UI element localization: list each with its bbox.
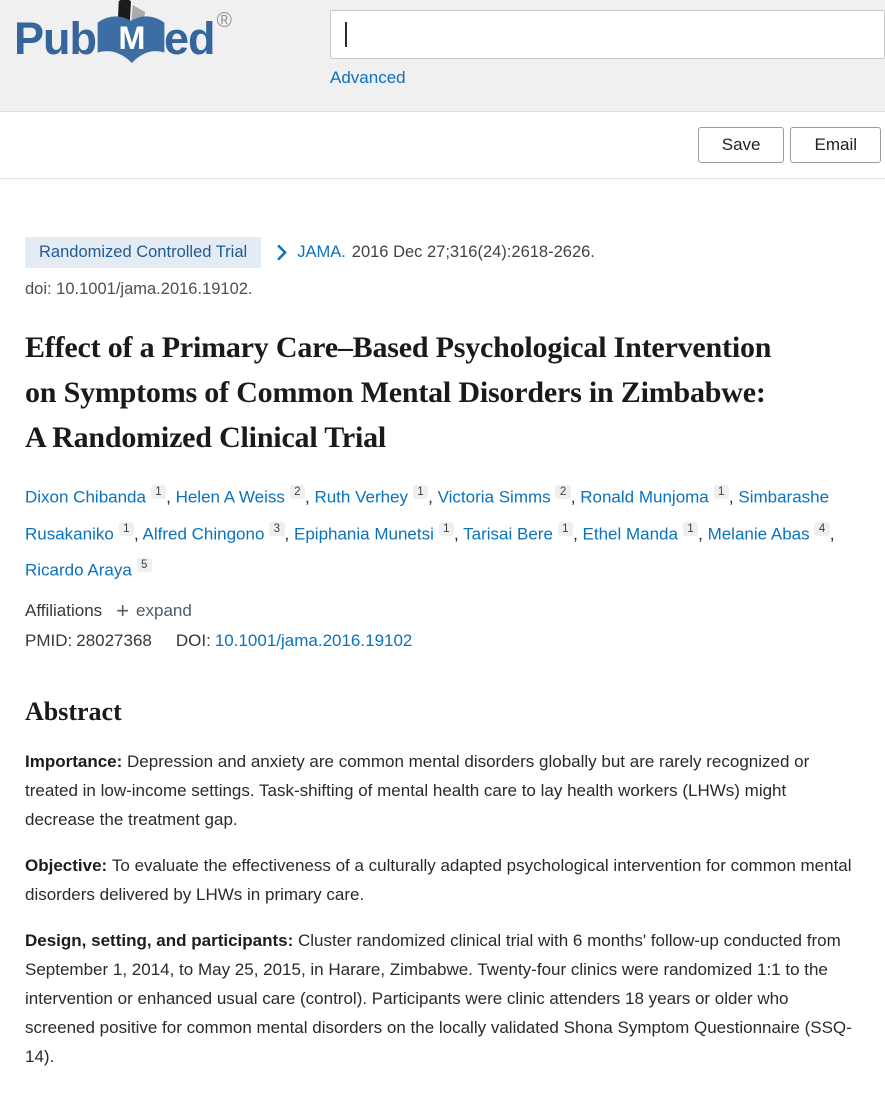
logo-text-ed: ed (164, 13, 215, 64)
author-link[interactable]: Dixon Chibanda (25, 487, 146, 507)
author-link[interactable]: Melanie Abas (707, 524, 810, 544)
author-affiliation-number[interactable]: 1 (119, 522, 134, 536)
search-area (330, 10, 885, 88)
journal-link[interactable]: JAMA. (297, 243, 346, 261)
author-separator: , (284, 524, 294, 544)
abstract-heading: Abstract (25, 696, 122, 726)
author-separator: , (133, 524, 143, 544)
author-separator: , (305, 487, 315, 507)
author-link[interactable]: Helen A Weiss (175, 487, 285, 507)
authors-list (25, 477, 860, 587)
doi-link[interactable]: 10.1001/jama.2016.19102 (214, 630, 413, 650)
pmid-value: 28027368 (76, 630, 152, 650)
advanced-search-link[interactable]: Advanced (330, 68, 406, 87)
author-separator: , (829, 524, 835, 544)
author-affiliation-number[interactable]: 2 (555, 485, 570, 499)
author-link[interactable]: Alfred Chingono (142, 524, 265, 544)
author-affiliation-number[interactable]: 1 (413, 485, 428, 499)
author-link[interactable]: Ronald Munjoma (580, 487, 709, 507)
author-separator: , (570, 487, 581, 507)
author-separator: , (428, 487, 438, 507)
author-link[interactable]: Ethel Manda (582, 524, 678, 544)
article-title: Effect of a Primary Care–Based Psychological Intervention on Symptoms of Common Mental Disorders in Zimbabwe: A Randomized Clinical Trial (25, 331, 772, 454)
affiliations-row (25, 597, 860, 623)
registered-trademark-icon: ® (216, 9, 232, 32)
expand-affiliations-button[interactable] (116, 597, 192, 623)
plus-icon: + (116, 597, 130, 623)
logo-text-pub: Pub (14, 13, 96, 64)
save-button[interactable]: Save (698, 127, 785, 163)
author-separator: , (698, 524, 708, 544)
abstract-paragraph: Design, setting, and participants: Cluster randomized clinical trial with 6 months' follow-up conducted from September 1, 2014, to May 25, 2015, in Harare, Zimbabwe. Twenty-four clinics were randomized 1:1 to the intervention or enhanced usual care (control). Participants were clinic attenders 18 years or older who screened positive for common mental disorders on the locally validated Shona Symptom Questionnaire (SSQ-14). (25, 930, 852, 1066)
abstract-section-label: Importance: (25, 751, 128, 771)
search-input[interactable] (330, 10, 885, 59)
identifiers-row (25, 631, 860, 651)
author-link[interactable]: Simbarashe Rusakaniko (25, 487, 830, 544)
doi-label: DOI: (175, 630, 211, 650)
author-affiliation-number[interactable]: 4 (814, 522, 829, 536)
citation-text: 2016 Dec 27;316(24):2618-2626. (351, 243, 595, 261)
author-link[interactable]: Ruth Verhey (314, 487, 409, 507)
abstract-paragraph: Objective: To evaluate the effectiveness of a culturally adapted psychological intervention for common mental disorders delivered by LHWs in primary care. (25, 855, 852, 904)
author-affiliation-number[interactable]: 1 (439, 522, 454, 536)
author-separator: , (166, 487, 176, 507)
article-page (0, 179, 885, 1118)
abstract-section-label: Objective: (25, 855, 112, 875)
author-affiliation-number[interactable]: 1 (558, 522, 573, 536)
author-affiliation-number[interactable]: 5 (137, 558, 152, 572)
author-separator: , (728, 487, 739, 507)
author-affiliation-number[interactable]: 1 (151, 485, 166, 499)
open-book-icon (92, 0, 170, 70)
author-separator: , (454, 524, 464, 544)
expand-label: expand (136, 600, 192, 620)
author-link[interactable]: Ricardo Araya (25, 560, 132, 580)
abstract-paragraph: Importance: Depression and anxiety are common mental disorders globally but are rarely recognized or treated in low-income settings. Task-shifting of mental health care to lay health workers (LHWs) might decrease the treatment gap. (25, 751, 810, 829)
text-cursor (345, 22, 347, 47)
author-link[interactable]: Tarisai Bere (463, 524, 553, 544)
action-bar (0, 112, 885, 179)
chevron-right-icon (276, 244, 288, 261)
citation-row (25, 237, 860, 268)
abstract-section-label: Design, setting, and participants: (25, 930, 298, 950)
pubmed-logo[interactable] (14, 8, 230, 70)
logo-text-m: M (118, 19, 146, 56)
author-affiliation-number[interactable]: 3 (269, 522, 284, 536)
author-affiliation-number[interactable]: 1 (714, 485, 729, 499)
author-link[interactable]: Epiphania Munetsi (294, 524, 434, 544)
author-affiliation-number[interactable]: 1 (683, 522, 698, 536)
doi-line: doi: 10.1001/jama.2016.19102. (25, 280, 253, 298)
affiliations-label: Affiliations (25, 600, 103, 620)
author-affiliation-number[interactable]: 2 (290, 485, 305, 499)
pmid-label: PMID: (25, 630, 73, 650)
author-separator: , (573, 524, 583, 544)
author-link[interactable]: Victoria Simms (437, 487, 551, 507)
email-button[interactable]: Email (790, 127, 881, 163)
pubmed-header (0, 0, 885, 112)
abstract-body (25, 747, 860, 1071)
publication-type-badge[interactable]: Randomized Controlled Trial (25, 237, 261, 268)
